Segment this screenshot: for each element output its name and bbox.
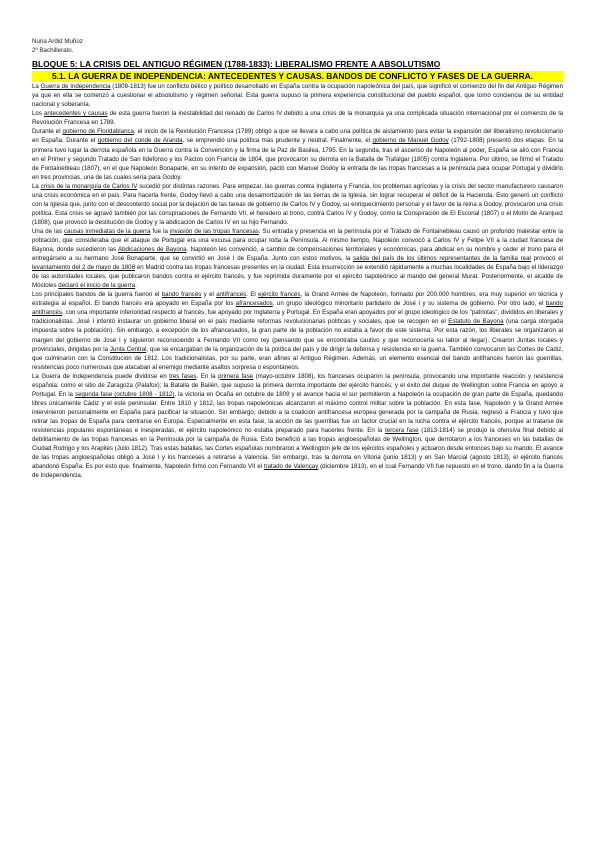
text-run: (mayo-octubre 1808), los franceses ocuparon la península, provocando una importante reacción y resistencia española: como el sitio de Zaragoza (Palafox); la Batalla de Bailén, que supuso la primera derrota importante del ejército francés; y el éxito del duque de Wellington sobre Francia en apoyo a Portugal. En la (32, 372, 563, 398)
paragraph (32, 82, 563, 109)
text-run: . El (246, 291, 259, 299)
paragraph (32, 109, 563, 127)
underlined-term: ejército francés (258, 291, 301, 299)
underlined-term: primera fase (218, 372, 254, 380)
text-run: sucedió por distintas razones. Para empezar, las guerras contra Inglaterra y Francia, los problemas agrícolas y la crisis del sector manufacturero causaron una crisis económica en el país. Para hacerla frente, Godoy llevó a cabo una desamortización de las tierras de la Iglesia, sin lograr recuperar el déficit de la Hacienda. Esto generó un conflicto con la Iglesia que, junto con el descontento social por la dejación de las tareas de gobierno de Carlos IV y Godoy, su enriquecimiento personal y el favor de la reina a Godoy, provocaron una crisis política. Esta crisis se agravó también por las conspiraciones de Fernando VII, el heredero al trono, contra Carlos IV y Godoy, como la Conspiración de El Escorial (1807) o el Motín de Aranjuez (1808), que provocó la destitución de Godoy y la abdicación de Carlos IV en su hijo Fernando. (32, 182, 563, 226)
block-title: BLOQUE 5: LA CRISIS DEL ANTIGUO RÉGIMEN (1788-1833): LIBERALISMO FRENTE A ABSOLUTISMO (32, 59, 441, 70)
text-run: (1813-1814) se produjo la ofensiva final debido al debilitamiento de las tropas francesas en la Península por la campaña de Rusia. Esto benefició a las tropas angloespañolas de Wellington, que derrotaron a los franceses en las batallas de Ciudad Rodrigo y los Arapiles (Julio 1812). Tras estas batallas, las Cortes españolas nombraron a Wellington jefe de los ejércitos españoles y actuaron desde entonces bajo su mando. El avance de las tropas angloespañolas obligó a José I y los franceses a retirarse a Valencia. Sin embargo, tras la derrota en Vitoria (junio 1813) y en San Marcial (agosto 1813), el ejército francés abandonó España. Es por esto que, finalmente, Napoleón firmó con Fernando VII el (32, 426, 563, 471)
underlined-term: declaró el inicio de la guerra (58, 282, 136, 290)
text-run: . Su entrada y presencia en la península por el Tratado de Fontainebleau causó un profundo malestar entre la población, que consideraba que el ataque de Portugal era una excusa para ocupar toda la Península. Al mismo tiempo, Napoleón convocó a Carlos IV y Felipe VII a la ciudad francesa de Bayona, donde sucedieron las (32, 227, 563, 254)
author-name: Nuria Ardid Muñoz (32, 38, 83, 45)
text-run: , se emprendió una política más prudente y neutral. Finalmente, el (182, 137, 373, 145)
text-run: Los (32, 110, 44, 118)
text-run: (1792-1808) presentó dos etapas. En la primera tuvo lugar la derrota española en la Guerra contra la Convención y la firma de la Paz de Basilea, 1795. En la segunda, tras el ascenso de Napoleón al poder, España se alió con Francia en el Primer y segundo Tratado de San Ildefonso y los Pactos con Francia de 1804, que provocaron su derrota en la Batalla de Trafalgar (1805) contra Inglaterra. Por último, se firmó el Tratado de Fontainebleau (1807), en el que Napoleón Bonaparte, en su intento de expansión, pactó con Manuel Godoy la entrada de las tropas francesas a la península para ocupar Portugal y dividirlo en tres provincias, una de las cuales sería para Godoy. (32, 137, 563, 181)
underlined-term: afrancesados (235, 300, 273, 308)
underlined-term: Junta Central (109, 345, 147, 353)
underlined-term: antifrancés (216, 291, 247, 299)
text-run: fue la (150, 227, 170, 235)
underlined-term: crisis de la monarquía de Carlos IV (40, 182, 138, 190)
underlined-term: gobierno de Floridablanca (62, 128, 134, 136)
document-body (32, 82, 563, 480)
paragraph (32, 227, 563, 290)
underlined-term: Abdicaciones de Bayona (117, 246, 187, 254)
text-run: , la victoria en Ocaña en octubre de 1809 y el avance hacia el sur permitieron a Napoleón la ocupación de gran parte de España, quedando libres únicamente Cádiz y el este peninsular. Entre 1810 y 1812, las tropas napoleónicas alcanzaron el máximo control militar sobre la población. En esta fase, Napoleón y la Grand Armée intervinieron personalmente en España para pacificar la situación. Sin embargo, debido a la coalición antifrancesa europea generada por la campaña de Rusia, regresó a Francia y tuvo que retirar las tropas de España para centrarse en Europa. Especialmente en esta fase, la acción de las guerrillas fue un factor crucial en la lucha contra el ejército francés, porque al tratarse de resistencias populares espontáneas e inesperadas, el ejército napoleónico no estaba preparado para hacerles frente. En la (32, 390, 563, 434)
text-run: (diciembre 1813), en el cual Fernando VII fue repuesto en el trono, dando fin a la Guerra de Independencia. (32, 463, 563, 480)
text-run: , un grupo ideológico minoritario partidario de José I y su sistema de gobierno. Por otro lado, el (272, 300, 546, 308)
paragraph (32, 290, 563, 371)
paragraph (32, 127, 563, 181)
text-run: Durante el (32, 128, 63, 136)
underlined-term: Guerra de Independencia (40, 83, 111, 91)
underlined-term: Estatuto de Bayona (448, 318, 504, 326)
underlined-term: tercera fase (385, 426, 419, 434)
underlined-term: tres fases (169, 372, 197, 380)
text-run: Los principales bandos de la guerra fueron el (32, 291, 162, 299)
text-run: Una de las (32, 227, 64, 235)
text-run: , la Grand Armée de Napoleón, formado por 200.000 hombres, era muy superior en técnica y estrategia al español. El bando francés era apoyado en España por los (32, 291, 563, 308)
underlined-term: antecedentes y causas (44, 110, 108, 118)
section-title: 5.1. LA GUERRA DE INDEPENDENCIA: ANTECEDENTES Y CAUSAS. BANDOS DE CONFLICTO Y FASES DE LA GUERRA. (32, 71, 563, 82)
underlined-term: gobierno de Manuel Godoy (372, 137, 449, 145)
text-run: de esta guerra fueron la inestabilidad del reinado de Carlos IV debido a una crisis de la monarquía ya una complicada situación internacional por el comienzo de la Revolución Francesa en 1789. (32, 110, 563, 127)
paragraph (32, 182, 563, 227)
text-run: (una carga otorgada impuesta sobre la población). Sin embargo, a excepción de los afrancesados, la gran parte de la población no estaba a favor de este sistema. Por esta razón, los liberales se organizaron al margen del gobierno de José I y siguieron reconociendo a Fernando VII como rey (pensando que se encontraba cautivo y que reconocería su labor al llegar). Crearon Juntas locales y provinciales, dirigidas por la (32, 318, 563, 353)
text-run: . (135, 282, 137, 290)
text-run: . En la (196, 372, 219, 380)
text-run: provocó el (530, 255, 563, 263)
text-run: , que se encargaban de la organización de la política del país y de dirigir la defensa y resistencia en la guerra. También convocaron las Cortes de Cádiz, que culminaron con la Constitución de 1812. Los tradicionalistas, por su parte, eran afines al Antiguo Régimen. Además, un elemento esencial del bando antifrancés fueron las guerrillas, resistencias poco numerosas que atacaban al enemigo mediante asaltos sorpresa o espontáneos. (32, 345, 563, 371)
text-run: La (32, 83, 41, 91)
underlined-term: segunda fase (octubre 1808 - 1812) (75, 390, 175, 398)
underlined-term: bando francés (161, 291, 202, 299)
course-label: 2º Bachillerato. (32, 46, 74, 54)
underlined-term: bando antifrancés (32, 300, 563, 317)
text-run: La Guerra de Independencia puede dividirse en (32, 372, 170, 380)
underlined-term: gobierno del conde de Aranda (97, 137, 183, 145)
text-run: y el (201, 291, 217, 299)
text-run: (1808-1813) fue un conflicto bélico y político desarrollado en España contra la ocupación napoleónica del país, que significó el comienzo del fin del Antiguo Régimen ya que en ella se comenzó a cuestionar el absolutismo y régimen señorial. Esta guerra supuso la primera experiencia constitucional del pueblo español, que tomó conciencia de su entidad nacional y soberanía. (32, 83, 563, 109)
text-run: La (32, 182, 41, 190)
paragraph (32, 372, 563, 481)
text-run: , con una importante inferioridad respecto al francés, fue apoyado por Inglaterra y Portugal. En España eran apoyados por el grupo ideológico de los "patriotas", divididos en liberales y tradicionalistas. José I intentó instaurar un gobierno liberal en el país mediante reformas revolucionarias políticas y sociales, que se recogen en el (32, 309, 563, 326)
underlined-term: invasión de las tropas francesas (169, 227, 259, 235)
underlined-term: causas inmediatas de la guerra (63, 227, 151, 235)
text-run: . Napoleón les convenció, a cambio de compensaciones territoriales y económicas, para abdicar en su nombre y ceder el trono para él entregárselo a su hermano José Bonaparte, que se convirtió en José I de España. Junto con estos motivos, la (32, 246, 563, 263)
underlined-term: salida del país de los últimos representantes de la familia real (352, 255, 531, 263)
underlined-term: levantamiento del 2 de mayo de 1808 (32, 264, 136, 272)
underlined-term: tratado de Valençay (263, 463, 319, 471)
text-run: , el inicio de la Revolución Francesa (1789) obligó a que se llevara a cabo una política de aislamiento para evitar la expansión del liberalismo revolucionario en España. Durante el (32, 128, 563, 145)
text-run: en Madrid contra las tropas francesas presentes en la ciudad. Esta insurrección se extendió rápidamente a muchas localidades de España bajo el liderazgo de las autoridades locales, que publicaron bandos contra el ejército francés, y fue reprimida duramente por el ejército napoleónico al mando del general Murat. Posteriormente, el alcalde de Móstoles (32, 264, 563, 290)
